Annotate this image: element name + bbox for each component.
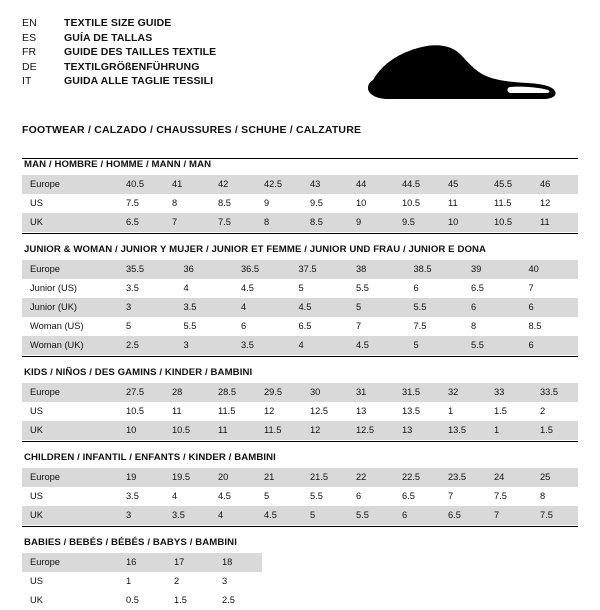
size-group-kids (22, 367, 578, 442)
cell: 35.5 (118, 260, 176, 279)
cell: 6 (348, 487, 394, 506)
cell: 6.5 (291, 317, 349, 336)
cell: 6 (463, 298, 521, 317)
cell: 4 (210, 506, 256, 525)
cell: 10 (348, 194, 394, 213)
language-title-list (22, 16, 216, 89)
cell: 21 (256, 468, 302, 487)
row-label: UK (22, 591, 118, 610)
cell: 11 (532, 213, 578, 232)
cell: 41 (164, 175, 210, 194)
language-row (22, 16, 216, 31)
cell: 6 (233, 317, 291, 336)
row-label: Woman (UK) (22, 336, 118, 355)
language-title: GUIDE DES TAILLES TEXTILE (64, 46, 217, 59)
row-label: UK (22, 506, 118, 525)
divider (22, 233, 578, 234)
cell: 43 (302, 175, 348, 194)
cell: 3 (118, 298, 176, 317)
divider (22, 441, 578, 442)
table-row (22, 194, 578, 213)
language-code: ES (22, 31, 37, 44)
cell: 40.5 (118, 175, 164, 194)
cell: 12 (302, 421, 348, 440)
cell: 9 (256, 194, 302, 213)
row-label: Junior (US) (22, 279, 118, 298)
table-row (22, 260, 578, 279)
cell: 25 (532, 468, 578, 487)
row-label: US (22, 572, 118, 591)
size-table (22, 553, 262, 610)
cell: 3.5 (118, 487, 164, 506)
cell: 38.5 (406, 260, 464, 279)
cell: 12.5 (302, 402, 348, 421)
cell: 9.5 (302, 194, 348, 213)
cell: 0.5 (118, 591, 166, 610)
cell: 5.5 (302, 487, 348, 506)
cell: 45 (440, 175, 486, 194)
cell: 46 (532, 175, 578, 194)
cell: 1 (118, 572, 166, 591)
row-label: Europe (22, 553, 118, 572)
cell: 12 (532, 194, 578, 213)
language-code: IT (22, 75, 32, 88)
table-row (22, 383, 578, 402)
table-row (22, 572, 262, 591)
table-row (22, 591, 262, 610)
cell: 7 (348, 317, 406, 336)
cell: 3 (176, 336, 234, 355)
cell: 42 (210, 175, 256, 194)
cell: 1 (486, 421, 532, 440)
row-label: US (22, 194, 118, 213)
cell: 3 (214, 572, 262, 591)
language-title: GUIDA ALLE TAGLIE TESSILI (64, 75, 214, 88)
cell: 33.5 (532, 383, 578, 402)
table-row (22, 468, 578, 487)
cell: 2 (166, 572, 214, 591)
cell: 31.5 (394, 383, 440, 402)
cell: 10.5 (164, 421, 210, 440)
row-label: Europe (22, 383, 118, 402)
cell: 32 (440, 383, 486, 402)
cell: 5 (256, 487, 302, 506)
table-row (22, 553, 262, 572)
cell: 3.5 (118, 279, 176, 298)
language-code: FR (22, 46, 37, 59)
cell: 28 (164, 383, 210, 402)
cell: 28.5 (210, 383, 256, 402)
cell: 1.5 (532, 421, 578, 440)
cell: 5.5 (406, 298, 464, 317)
cell: 45.5 (486, 175, 532, 194)
cell: 19.5 (164, 468, 210, 487)
cell: 23.5 (440, 468, 486, 487)
cell: 13 (348, 402, 394, 421)
cell: 5 (406, 336, 464, 355)
cell: 4 (291, 336, 349, 355)
cell: 22 (348, 468, 394, 487)
cell: 39 (463, 260, 521, 279)
table-row (22, 279, 578, 298)
group-title: JUNIOR & WOMAN / JUNIOR Y MUJER / JUNIOR ET FEMME / JUNIOR UND FRAU / JUNIOR E DONA (24, 244, 487, 255)
cell: 11 (440, 194, 486, 213)
language-title: TEXTILE SIZE GUIDE (64, 17, 172, 29)
cell: 24 (486, 468, 532, 487)
group-title: CHILDREN / INFANTIL / ENFANTS / KINDER / BAMBINI (24, 452, 276, 463)
size-group-junior-woman (22, 244, 578, 357)
cell: 30 (302, 383, 348, 402)
cell: 7.5 (486, 487, 532, 506)
cell: 6.5 (118, 213, 164, 232)
language-row (22, 45, 216, 60)
cell: 6.5 (440, 506, 486, 525)
cell: 11 (164, 402, 210, 421)
cell: 5 (302, 506, 348, 525)
cell: 8 (463, 317, 521, 336)
cell: 22.5 (394, 468, 440, 487)
table-row (22, 317, 578, 336)
cell: 10 (118, 421, 164, 440)
cell: 6 (406, 279, 464, 298)
cell: 8.5 (210, 194, 256, 213)
cell: 3.5 (176, 298, 234, 317)
cell: 7.5 (532, 506, 578, 525)
cell: 6 (521, 336, 579, 355)
cell: 18 (214, 553, 262, 572)
row-label: Woman (US) (22, 317, 118, 336)
cell: 4.5 (291, 298, 349, 317)
group-title: BABIES / BEBÉS / BÉBÉS / BABYS / BAMBINI (24, 537, 237, 548)
cell: 5 (348, 298, 406, 317)
table-row (22, 213, 578, 232)
cell: 4.5 (233, 279, 291, 298)
size-table (22, 260, 578, 355)
cell: 12.5 (348, 421, 394, 440)
cell: 7.5 (406, 317, 464, 336)
cell: 9.5 (394, 213, 440, 232)
size-group-children (22, 452, 578, 527)
cell: 1.5 (166, 591, 214, 610)
cell: 6 (394, 506, 440, 525)
cell: 7 (486, 506, 532, 525)
cell: 3 (118, 506, 164, 525)
table-row (22, 487, 578, 506)
cell: 33 (486, 383, 532, 402)
divider (22, 526, 578, 527)
language-title: GUÍA DE TALLAS (64, 31, 153, 44)
cell: 1.5 (486, 402, 532, 421)
cell: 27.5 (118, 383, 164, 402)
page-header (22, 16, 578, 112)
cell: 9 (348, 213, 394, 232)
language-title: TEXTILGRÖßENFÜHRUNG (64, 60, 200, 73)
cell: 10.5 (486, 213, 532, 232)
cell: 4 (176, 279, 234, 298)
cell: 4.5 (348, 336, 406, 355)
row-label: UK (22, 421, 118, 440)
cell: 11.5 (256, 421, 302, 440)
cell: 13.5 (394, 402, 440, 421)
cell: 5.5 (348, 506, 394, 525)
row-label: US (22, 487, 118, 506)
cell: 8 (532, 487, 578, 506)
cell: 2.5 (118, 336, 176, 355)
cell: 2 (532, 402, 578, 421)
cell: 19 (118, 468, 164, 487)
cell: 3.5 (233, 336, 291, 355)
cell: 8.5 (521, 317, 579, 336)
cell: 16 (118, 553, 166, 572)
table-row (22, 402, 578, 421)
cell: 44 (348, 175, 394, 194)
divider (22, 356, 578, 357)
cell: 5 (291, 279, 349, 298)
cell: 36 (176, 260, 234, 279)
cell: 13 (394, 421, 440, 440)
cell: 7.5 (118, 194, 164, 213)
cell: 42.5 (256, 175, 302, 194)
cell: 5.5 (348, 279, 406, 298)
cell: 5.5 (463, 336, 521, 355)
cell: 10.5 (118, 402, 164, 421)
cell: 31 (348, 383, 394, 402)
size-group-man (22, 158, 578, 234)
cell: 7 (164, 213, 210, 232)
cell: 11.5 (486, 194, 532, 213)
table-row (22, 298, 578, 317)
cell: 4.5 (256, 506, 302, 525)
cell: 11 (210, 421, 256, 440)
cell: 10.5 (394, 194, 440, 213)
cell: 5 (118, 317, 176, 336)
row-label: Europe (22, 260, 118, 279)
table-row (22, 336, 578, 355)
table-row (22, 421, 578, 440)
cell: 2.5 (214, 591, 262, 610)
language-row (22, 31, 216, 46)
size-table (22, 175, 578, 232)
cell: 6.5 (394, 487, 440, 506)
language-code: EN (22, 17, 37, 29)
cell: 13.5 (440, 421, 486, 440)
cell: 8 (256, 213, 302, 232)
cell: 20 (210, 468, 256, 487)
cell: 8.5 (302, 213, 348, 232)
cell: 38 (348, 260, 406, 279)
cell: 1 (440, 402, 486, 421)
cell: 36.5 (233, 260, 291, 279)
cell: 4 (233, 298, 291, 317)
group-title: KIDS / NIÑOS / DES GAMINS / KINDER / BAMBINI (24, 367, 253, 378)
cell: 7.5 (210, 213, 256, 232)
cell: 10 (440, 213, 486, 232)
cell: 6.5 (463, 279, 521, 298)
table-row (22, 175, 578, 194)
cell: 29.5 (256, 383, 302, 402)
language-code: DE (22, 60, 37, 73)
cell: 8 (164, 194, 210, 213)
cell: 3.5 (164, 506, 210, 525)
cell: 17 (166, 553, 214, 572)
size-table (22, 468, 578, 525)
table-row (22, 506, 578, 525)
cell: 5.5 (176, 317, 234, 336)
size-table (22, 383, 578, 440)
row-label: Europe (22, 175, 118, 194)
cell: 21.5 (302, 468, 348, 487)
language-row (22, 60, 216, 75)
cell: 7 (440, 487, 486, 506)
cell: 7 (521, 279, 579, 298)
row-label: UK (22, 213, 118, 232)
size-group-babies (22, 537, 578, 610)
cell: 40 (521, 260, 579, 279)
row-label: Europe (22, 468, 118, 487)
group-title: MAN / HOMBRE / HOMME / MANN / MAN (24, 159, 212, 170)
cell: 11.5 (210, 402, 256, 421)
dress-shoe-icon (360, 34, 560, 106)
cell: 37.5 (291, 260, 349, 279)
cell: 6 (521, 298, 579, 317)
cell: 4 (164, 487, 210, 506)
category-heading: FOOTWEAR / CALZADO / CHAUSSURES / SCHUHE / CALZATURE (22, 124, 362, 136)
cell: 12 (256, 402, 302, 421)
cell: 4.5 (210, 487, 256, 506)
language-row (22, 74, 216, 89)
cell: 44.5 (394, 175, 440, 194)
row-label: Junior (UK) (22, 298, 118, 317)
row-label: US (22, 402, 118, 421)
